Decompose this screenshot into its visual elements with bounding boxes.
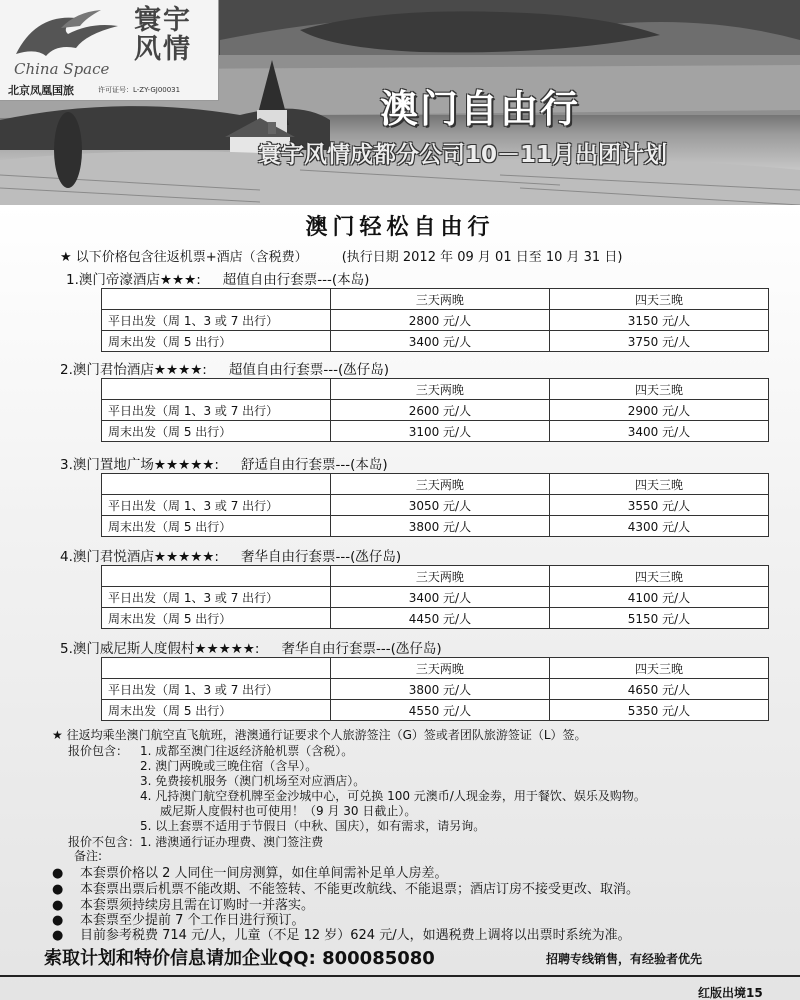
hotel-package: 奢华自由行套票---(氹仔岛) [240,549,402,565]
row-label: 平日出发（周 1、3 或 7 出行） [102,400,331,421]
price-cell: 3800 元/人 [330,516,549,537]
column-header: 三天两晚 [330,379,549,400]
remark-item: ● 本套票至少提前 7 个工作日进行预订。 [52,913,305,928]
column-header: 三天两晚 [330,289,549,310]
hotel-name: 2.澳门君怡酒店★★★★: [60,362,207,378]
remark-item: ● 本套票出票后机票不能改期、不能签转、不能更改航线、不能退票；酒店订房不接受更改、取消。 [52,882,640,897]
column-header: 四天三晚 [549,566,768,587]
page-title: 澳门轻松自由行 [305,215,495,240]
price-table [101,657,769,721]
table-row [102,421,769,442]
column-header: 四天三晚 [549,379,768,400]
price-table [101,288,769,352]
hotel-package: 奢华自由行套票---(氹仔岛) [281,641,442,657]
price-cell: 2600 元/人 [330,400,549,421]
price-cell: 3050 元/人 [330,495,549,516]
hero-subtitle: 寰宇风情成都分公司10－11月出团计划 [258,142,668,168]
table-header-row [102,289,769,310]
row-label: 周末出发（周 5 出行） [102,421,331,442]
column-header: 四天三晚 [549,658,768,679]
bird-logo-icon [6,4,126,66]
price-table [101,565,769,629]
excludes-text: 1. 港澳通行证办理费、澳门签注费 [140,835,324,849]
table-header-row [102,566,769,587]
logo-english-name: China Space [14,60,110,78]
remark-item: ● 目前参考税费 714 元/人，儿童（不足 12 岁）624 元/人，如遇税费上调将以出票时系统为准。 [52,928,631,943]
table-row [102,495,769,516]
includes-item: 2. 澳门两晚或三晚住宿（含早）。 [140,759,318,773]
column-header: 三天两晚 [330,658,549,679]
agency-name: 北京凤凰国旅 [8,84,74,97]
table-row [102,679,769,700]
row-label: 平日出发（周 1、3 或 7 出行） [102,679,331,700]
hotel-name: 4.澳门君悦酒店★★★★★: [60,549,219,565]
table-row [102,608,769,629]
page-number: 红版出境15 [698,986,763,1000]
price-table [101,473,769,537]
row-label: 周末出发（周 5 出行） [102,516,331,537]
price-cell: 3550 元/人 [549,495,768,516]
price-cell: 3800 元/人 [330,679,549,700]
price-cell: 3750 元/人 [549,331,768,352]
price-cell: 4100 元/人 [549,587,768,608]
price-cell: 4300 元/人 [549,516,768,537]
price-cell: 3100 元/人 [330,421,549,442]
qq-number: 800085080 [322,948,435,969]
intro-line [60,246,622,265]
remark-item: ● 本套票须持续房且需在订购时一并落实。 [52,898,315,913]
hotel-heading [60,453,388,473]
row-label: 平日出发（周 1、3 或 7 出行） [102,495,331,516]
table-header-row [102,658,769,679]
qq-text: 索取计划和特价信息请加企业QQ: [44,948,316,969]
column-header: 四天三晚 [549,289,768,310]
price-cell: 4450 元/人 [330,608,549,629]
includes-item: 5. 以上套票不适用于节假日（中秋、国庆），如有需求，请另询。 [140,819,486,833]
intro-text: ★ 以下价格包含往返机票+酒店（含税费） [60,250,308,265]
footer-divider [0,975,800,977]
recruit-note: 招聘专线销售，有经验者优先 [546,952,703,966]
hero-title: 澳门自由行 [380,87,581,131]
price-cell: 3400 元/人 [330,587,549,608]
hotel-heading [60,637,442,657]
column-header: 四天三晚 [549,474,768,495]
hotel-heading [66,268,369,288]
logo-block [0,0,219,101]
row-label: 平日出发（周 1、3 或 7 出行） [102,310,331,331]
remarks-label: 备注: [74,849,103,863]
includes-item: 3. 免费接机服务（澳门机场至对应酒店）。 [140,774,366,788]
column-header: 三天两晚 [330,566,549,587]
row-label: 周末出发（周 5 出行） [102,331,331,352]
price-table [101,378,769,442]
excludes-line [68,833,323,850]
hero-photo [0,0,800,215]
hotel-name: 5.澳门威尼斯人度假村★★★★★: [60,641,260,657]
license-number: 许可证号：L-ZY-GJ00031 [98,86,181,94]
table-row [102,400,769,421]
table-row [102,331,769,352]
remark-item: ● 本套票价格以 2 人同住一间房测算，如住单间需补足单人房差。 [52,866,448,881]
hotel-package: 超值自由行套票---(氹仔岛) [228,362,389,378]
row-label: 周末出发（周 5 出行） [102,700,331,721]
price-cell: 3400 元/人 [549,421,768,442]
price-cell: 2800 元/人 [330,310,549,331]
flight-note: ★ 往返均乘坐澳门航空直飞航班，港澳通行证要求个人旅游签注（G）签或者团队旅游签证（L）签。 [52,728,587,742]
excludes-label: 报价不包含： [68,835,141,849]
hotel-name: 3.澳门置地广场★★★★★: [60,457,219,473]
intro-period: (执行日期 2012 年 09 月 01 日至 10 月 31 日) [341,250,623,265]
hotel-package: 超值自由行套票---(本岛) [222,272,370,288]
table-row [102,587,769,608]
includes-label: 报价包含： [68,744,129,758]
includes-item: 4. 凡持澳门航空登机牌至金沙城中心，可兑换 100 元澳币/人现金劵，用于餐饮、娱乐及购物。 [140,789,646,803]
row-label: 周末出发（周 5 出行） [102,608,331,629]
table-row [102,310,769,331]
column-header: 三天两晚 [330,474,549,495]
hotel-heading [60,358,389,378]
qq-contact [44,944,435,970]
table-header-row [102,474,769,495]
row-label: 平日出发（周 1、3 或 7 出行） [102,587,331,608]
table-header-row [102,379,769,400]
price-cell: 4650 元/人 [549,679,768,700]
hotel-name: 1.澳门帝濠酒店★★★: [66,272,201,288]
price-cell: 3400 元/人 [330,331,549,352]
includes-item: 1. 成都至澳门往返经济舱机票（含税）。 [140,744,354,758]
hotel-package: 舒适自由行套票---(本岛) [240,457,388,473]
price-cell: 5150 元/人 [549,608,768,629]
table-row [102,700,769,721]
logo-chinese-name: 寰宇风情 [134,5,192,65]
price-cell: 4550 元/人 [330,700,549,721]
price-cell: 2900 元/人 [549,400,768,421]
table-row [102,516,769,537]
includes-item: 威尼斯人度假村也可使用！（9 月 30 日截止）。 [160,804,417,818]
price-cell: 3150 元/人 [549,310,768,331]
hotel-heading [60,545,401,565]
price-cell: 5350 元/人 [549,700,768,721]
